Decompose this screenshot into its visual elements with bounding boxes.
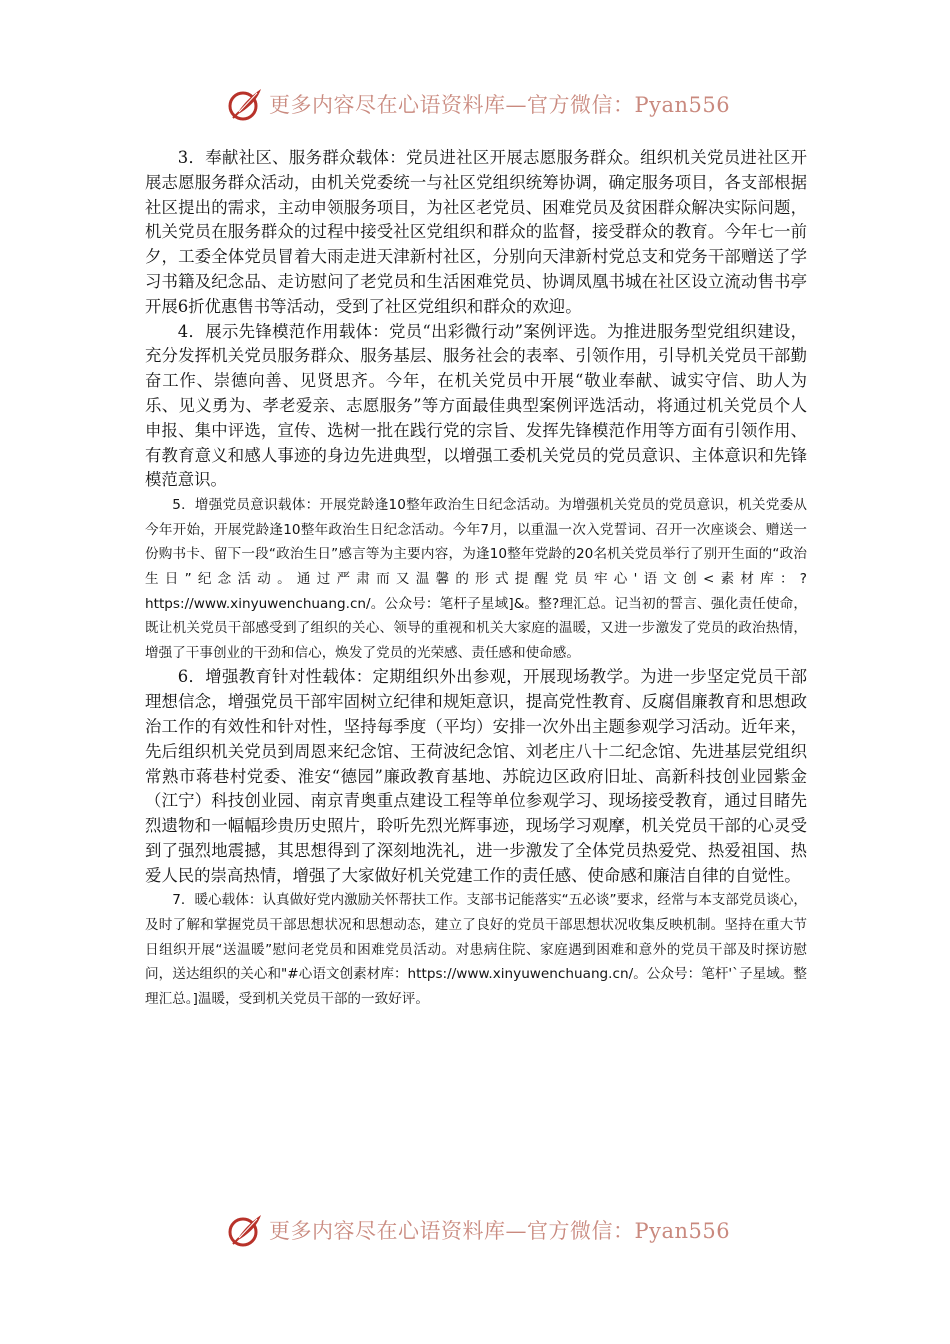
header-banner	[225, 82, 731, 126]
paragraph-3: 3．奉献社区、服务群众载体：党员进社区开展志愿服务群众。组织机关党员进社区开展志愿服务群众活动，由机关党委统一与社区党组织统筹协调，确定服务项目，各支部根据社区提出的需求，主动申领服务项目，为社区老党员、困难党员及贫困群众解决实际问题，机关党员在服务群众的过程中接受社区党组织和群众的监督，接受群众的教育。今年七一前夕，工委全体党员冒着大雨走进天津新村社区，分别向天津新村党总支和党务干部赠送了学习书籍及纪念品、走访慰问了老党员和生活困难党员、协调凤凰书城在社区设立流动售书亭开展6折优惠售书等活动，受到了社区党组织和群众的欢迎。	[145, 148, 807, 316]
footer-banner-text: 更多内容尽在心语资料库—官方微信：Pyan556	[269, 1219, 731, 1243]
footer-banner	[225, 1208, 731, 1252]
paragraph-6: 6．增强教育针对性载体：定期组织外出参观，开展现场教学。为进一步坚定党员干部理想信念，增强党员干部牢固树立纪律和规矩意识，提高党性教育、反腐倡廉教育和思想政治工作的有效性和针对性，坚持每季度（平均）安排一次外出主题参观学习活动。近年来，先后组织机关党员到周恩来纪念馆、王荷波纪念馆、刘老庄八十二纪念馆、先进基层党组织常熟市蒋巷村党委、淮安“德园”廉政教育基地、苏皖边区政府旧址、高新科技创业园紫金（江宁）科技创业园、南京青奥重点建设工程等单位参观学习、现场接受教育，通过目睹先烈遗物和一幅幅珍贵历史照片，聆听先烈光辉事迹，现场学习观摩，机关党员干部的心灵受到了强烈地震撼，其思想得到了深刻地洗礼，进一步激发了全体党员热爱党、热爱祖国、热爱人民的崇高热情，增强了大家做好机关党建工作的责任感、使命感和廉洁自律的自觉性。	[145, 667, 807, 885]
paragraph-5: 5．增强党员意识载体：开展党龄逢10整年政治生日纪念活动。为增强机关党员的党员意识，机关党委从今年开始，开展党龄逢10整年政治生日纪念活动。今年7月，以重温一次入党誓词、召开一次座谈会、赠送一份购书卡、留下一段“政治生日”感言等为主要内容，为逢10整年党龄的20名机关党员举行了别开生面的“政治生日”纪念活动。通过严肃而又温馨的形式提醒党员牢心'语文创<素材库：?https://www.xinyuwenchuang.cn/。公众号：笔杆子星域]&。整?理汇总。记当初的誓言、强化责任使命，既让机关党员干部感受到了组织的关心、领导的重视和机关大家庭的温暖，又进一步激发了党员的政治热情，增强了干事创业的干劲和信心，焕发了党员的光荣感、责任感和使命感。	[145, 497, 807, 661]
header-banner-text: 更多内容尽在心语资料库—官方微信：Pyan556	[269, 93, 731, 117]
document-body	[145, 146, 807, 1011]
paragraph-7: 7．暖心载体：认真做好党内激励关怀帮扶工作。支部书记能落实“五必谈”要求，经常与本支部党员谈心，及时了解和掌握党员干部思想状况和思想动态，建立了良好的党员干部思想状况收集反映机制。坚持在重大节日组织开展“送温暖”慰问老党员和困难党员活动。对患病住院、家庭遇到困难和意外的党员干部及时探访慰问，送达组织的关心和"#心语文创素材库：https://www.xinyuwenchuang.cn/。公众号：笔杆'`子星域。整理汇总。]温暖，受到机关党员干部的一致好评。	[145, 892, 807, 1007]
quill-pen-logo-icon	[225, 84, 265, 124]
paragraph-4: 4．展示先锋模范作用载体：党员“出彩微行动”案例评选。为推进服务型党组织建设，充分发挥机关党员服务群众、服务基层、服务社会的表率、引领作用，引导机关党员干部勤奋工作、崇德向善、见贤思齐。今年，在机关党员中开展“敬业奉献、诚实守信、助人为乐、见义勇为、孝老爱亲、志愿服务”等方面最佳典型案例评选活动，将通过机关党员个人申报、集中评选，宣传、选树一批在践行党的宗旨、发挥先锋模范作用等方面有引领作用、有教育意义和感人事迹的身边先进典型，以增强工委机关党员的党员意识、主体意识和先锋模范意识。	[145, 321, 807, 490]
quill-pen-logo-icon	[225, 1210, 265, 1250]
